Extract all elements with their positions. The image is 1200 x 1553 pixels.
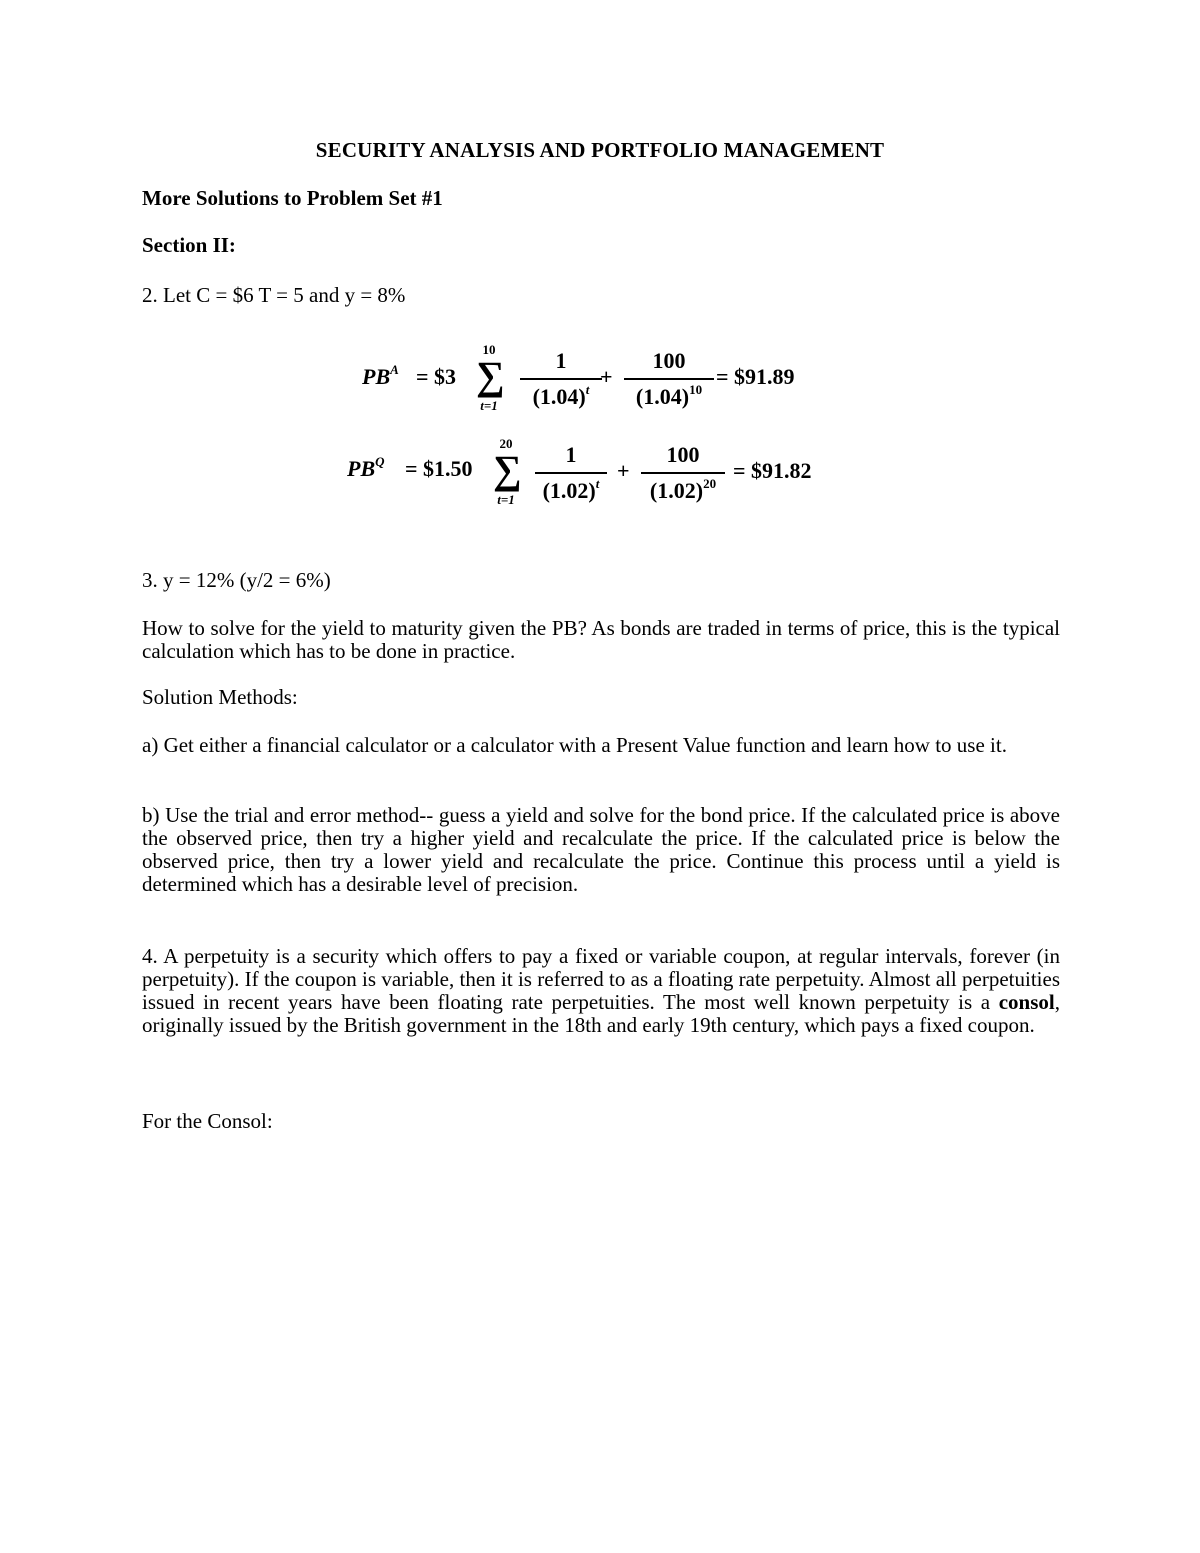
eq2-fraction-1 [535,440,607,506]
eq1-result: = $91.89 [716,364,795,389]
question-3-paragraph: How to solve for the yield to maturity given the PB? As bonds are traded in terms of price, this is the typical calculation which has to be done in practice. [142,616,1060,663]
consol-label: For the Consol: [142,1109,273,1133]
question-2-intro: 2. Let C = $6 T = 5 and y = 8% [142,283,406,307]
eq1-fraction-2 [624,346,714,412]
eq1-coefficient: = $3 [416,364,457,389]
eq1-f2-numerator: 100 [652,348,686,373]
eq2-f2-numerator: 100 [666,442,700,467]
consol-term: consol [998,990,1055,1014]
eq2-lhs: $PB^Q$ [347,454,385,481]
eq2-f2-denominator: $(1.02)^{20}$ [649,476,717,503]
method-a: a) Get either a financial calculator or a calculator with a Present Value function and learn how to use it. [142,733,1007,757]
eq2-sigma: ∑ [493,447,522,492]
eq1-lhs: $PB^A$ [362,362,399,389]
section-heading: Section II: [142,233,236,257]
question-3-line: 3. y = 12% (y/2 = 6%) [142,568,331,592]
equation-annual [360,340,860,420]
document-subtitle: More Solutions to Problem Set #1 [142,186,443,210]
document-title: SECURITY ANALYSIS AND PORTFOLIO MANAGEMENT [315,138,885,162]
eq1-f2-denominator: $(1.04)^{10}$ [635,382,703,409]
eq1-sigma: ∑ [476,353,505,398]
eq2-f1-bar [535,472,607,474]
eq2-plus: + [617,458,630,483]
eq2-f1-denominator: $(1.02)^t$ [542,476,600,503]
eq1-f2-bar [624,378,714,380]
eq1-fraction-1 [520,346,602,412]
method-b: b) Use the trial and error method-- guess a yield and solve for the bond price. If the calculated price is above the observed price, then try a higher yield and recalculate the price. If the calculated price is below the observed price, then try a lower yield and recalculate the price. Continue this process until a yield is determined which has a desirable level of precision. [142,803,1060,896]
eq2-f2-bar [641,472,725,474]
eq2-result: = $91.82 [733,458,812,483]
eq1-f1-numerator: 1 [555,348,567,373]
solution-methods-label: Solution Methods: [142,685,298,709]
eq1-sum-upper: 10 [482,342,496,357]
eq1-plus: + [600,364,613,389]
eq2-f1-numerator: 1 [565,442,577,467]
eq2-sum-lower: t=1 [497,492,515,507]
eq2-fraction-2 [641,440,725,506]
question-4-paragraph: 4. A perpetuity is a security which offers to pay a fixed or variable coupon, at regular intervals, forever (in perpetuity). If the coupon is variable, then it is referred to as a floating rate perpetuity. Almost all perpetuities issued in recent years have been floating rate perpetuities. The most well known perpetuity is a consol, originally issued by the British government in the 18th and early 19th century, which pays a fixed coupon. [142,944,1060,1037]
eq1-f1-denominator: $(1.04)^t$ [532,382,590,409]
eq1-f1-bar [520,378,602,380]
eq2-coefficient: = $1.50 [405,456,473,481]
eq1-sum-lower: t=1 [480,398,498,413]
eq2-sum-upper: 20 [499,436,513,451]
equation-semiannual [345,432,865,512]
